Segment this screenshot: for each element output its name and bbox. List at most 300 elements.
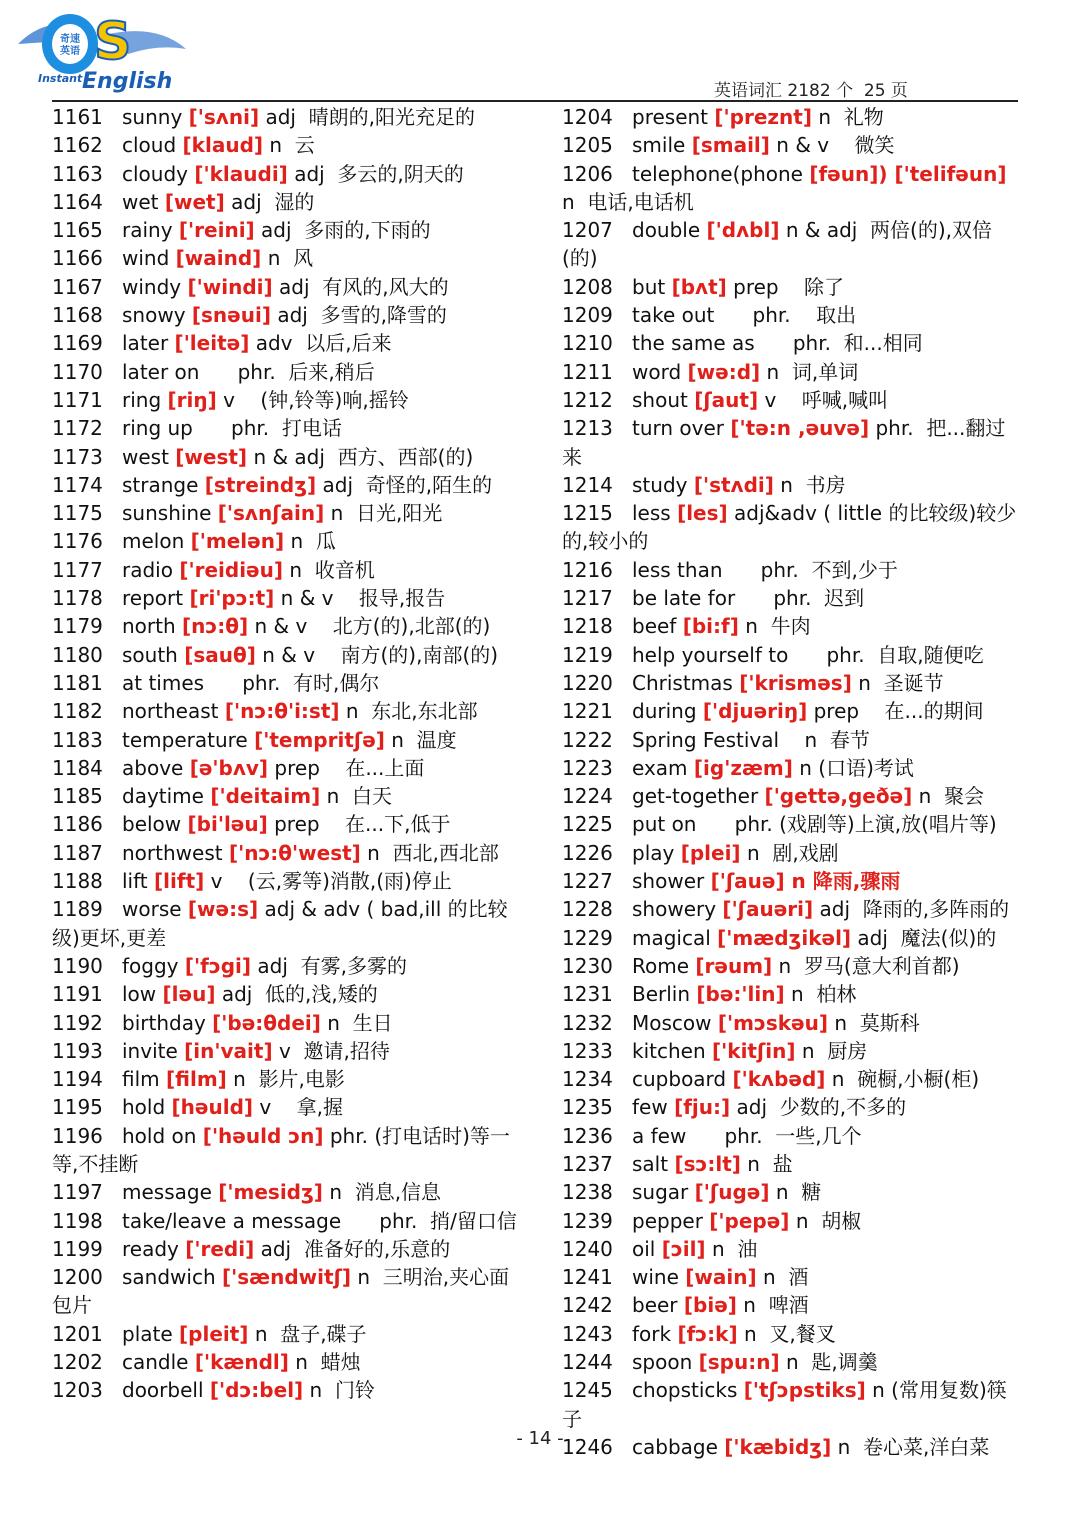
entry-phonetic: ['ʃugə] [694,1180,770,1205]
entry-word: Rome [632,953,696,978]
vocab-entry [52,754,522,782]
entry-word: study [632,472,694,497]
entry-phonetic: ['reidiəu] [179,557,283,582]
entry-definition: n & adj 西方、西部(的) [253,444,474,469]
entry-number: 1176 [52,529,103,554]
entry-definition: n 春节 [785,727,870,752]
entry-word: below [122,812,188,837]
vocab-entry [52,188,522,216]
entry-word: Berlin [632,982,697,1007]
vocab-entry [52,1320,522,1348]
entry-definition: adj 湿的 [231,189,315,214]
vocab-entry [52,952,522,980]
vocab-entry [562,612,1018,640]
entry-number: 1193 [52,1038,103,1063]
vocab-entry [52,329,522,357]
entry-number: 1184 [52,755,103,780]
entry-phonetic: ['redi] [185,1236,255,1261]
vocab-entry [562,1320,1018,1348]
entry-definition: phr. 迟到 [741,586,865,611]
entry-phonetic: ['melən] [190,529,285,554]
entry-number: 1168 [52,303,103,328]
entry-phonetic: ['fɔgi] [184,953,252,978]
entry-number: 1228 [562,897,613,922]
vocab-entry [52,499,522,527]
entry-definition: adj 低的,浅,矮的 [221,982,378,1007]
entry-phonetic: [nɔ:θ] [182,614,249,639]
entry-number: 1217 [562,586,613,611]
entry-phonetic: [sauθ] [184,642,256,667]
entry-definition: n 东北,东北部 [345,699,478,724]
entry-number: 1214 [562,472,613,497]
vocab-entry [52,1065,522,1093]
vocab-entry [52,839,522,867]
entry-definition: v 邀请,招待 [278,1038,390,1063]
entry-word: northwest [122,840,229,865]
entry-number: 1183 [52,727,103,752]
entry-phonetic: ['mesidʒ] [218,1180,323,1205]
entry-word: sandwich [122,1265,222,1290]
entry-word: turn over [632,416,731,441]
entry-definition: n 盐 [747,1151,793,1176]
vocab-entry [52,160,522,188]
vocab-entry [562,641,1018,669]
entry-number: 1171 [52,387,103,412]
entry-number: 1226 [562,840,613,865]
entry-definition: n 糖 [775,1180,822,1205]
entry-phonetic: [ig'zæm] [693,755,793,780]
entry-number: 1235 [562,1095,613,1120]
vocab-entry [52,726,522,754]
entry-number: 1240 [562,1236,613,1261]
vocab-entry [562,1376,1018,1433]
entry-number: 1178 [52,586,103,611]
entry-number: 1236 [562,1123,613,1148]
entry-number: 1219 [562,642,613,667]
entry-number: 1189 [52,897,103,922]
vocab-entry [562,754,1018,782]
entry-number: 1177 [52,557,103,582]
vocab-entry [52,386,522,414]
entry-word: candle [122,1350,195,1375]
entry-word: at times [122,670,211,695]
entry-number: 1231 [562,982,613,1007]
entry-word: less than [632,557,729,582]
entry-number: 1246 [562,1434,613,1459]
entry-definition: phr. 把...翻过来 [562,416,1006,469]
entry-word: shower [632,869,711,894]
entry-number: 1210 [562,331,613,356]
vocab-entry [562,924,1018,952]
entry-word: shout [632,387,695,412]
entry-phonetic: [bi:f] [682,614,739,639]
entry-definition: phr. 有时,偶尔 [210,670,380,695]
entry-word: exam [632,755,694,780]
entry-word: daytime [122,784,211,809]
entry-number: 1196 [52,1123,103,1148]
vocab-entry [562,329,1018,357]
vocab-entry [562,895,1018,923]
vocab-entry [562,301,1018,329]
entry-definition: n 词,单词 [766,359,859,384]
vocab-entry [52,358,522,386]
entry-number: 1172 [52,416,103,441]
entry-word: hold on [122,1123,203,1148]
entry-phonetic: ['kʌbəd] [732,1067,826,1092]
entry-word: northeast [122,699,225,724]
entry-word: message [122,1180,219,1205]
entry-definition: n 圣诞节 [858,670,944,695]
entry-definition: adj 降雨的,多阵雨的 [819,897,1010,922]
entry-number: 1244 [562,1350,613,1375]
vocab-entry [562,499,1018,556]
vocab-entry [52,697,522,725]
entry-definition: n 叉,餐叉 [743,1321,836,1346]
entry-word: wind [122,246,176,271]
vocab-entry [562,810,1018,838]
entry-number: 1208 [562,274,613,299]
entry-phonetic: [bʌt] [671,274,727,299]
vocab-entry [562,386,1018,414]
entry-number: 1174 [52,472,103,497]
entry-number: 1206 [562,161,613,186]
entry-phonetic: [lift] [154,869,205,894]
entry-definition: n & v 南方(的),南部(的) [262,642,499,667]
entry-definition: adj 准备好的,乐意的 [260,1236,451,1261]
entry-word: strange [122,472,205,497]
entry-number: 1204 [562,105,613,129]
entry-number: 1223 [562,755,613,780]
entry-definition: n 消息,信息 [329,1180,442,1205]
entry-definition: v 拿,握 [259,1095,344,1120]
entry-word: melon [122,529,191,554]
entry-definition: prep 在...的期间 [813,699,984,724]
vocab-entry [52,1009,522,1037]
entry-definition: prep 在...下,低于 [274,812,451,837]
entry-definition: n 云 [269,133,315,158]
entry-word: take/leave a message [122,1208,348,1233]
vocab-entry [562,1235,1018,1263]
vocab-entry [562,867,1018,895]
entry-word: above [122,755,190,780]
vocab-entry [562,1122,1018,1150]
vocab-entry [562,726,1018,754]
entry-number: 1197 [52,1180,103,1205]
entry-phonetic: [ɔil] [661,1236,706,1261]
vocab-entry [562,216,1018,273]
entry-word: low [122,982,163,1007]
entry-number: 1169 [52,331,103,356]
entry-phonetic: ['tə:n ,əuvə] [730,416,870,441]
entry-number: 1185 [52,784,103,809]
entry-word: snowy [122,303,192,328]
entry-number: 1220 [562,670,613,695]
entry-number: 1230 [562,953,613,978]
entry-phonetic: [ə'bʌv] [189,755,269,780]
entry-definition: n (口语)考试 [799,755,914,780]
entry-definition: n 盘子,碟子 [254,1321,367,1346]
entry-word: oil [632,1236,662,1261]
vocab-entry [52,782,522,810]
vocab-entry [52,414,522,442]
entry-number: 1200 [52,1265,103,1290]
entry-word: plate [122,1321,180,1346]
entry-definition: n 牛肉 [745,614,811,639]
entry-number: 1192 [52,1010,103,1035]
vocab-entry [52,244,522,272]
entry-phonetic: [smail] [691,133,770,158]
entry-word: later [122,331,175,356]
entry-word: during [632,699,703,724]
entry-phonetic: [streindʒ] [204,472,317,497]
entry-phonetic: [film] [166,1067,227,1092]
svg-text:S: S [94,12,132,72]
entry-word: sunshine [122,501,218,526]
entry-word: windy [122,274,188,299]
vocab-entry [562,471,1018,499]
vocab-entry [52,103,522,131]
entry-word: foggy [122,953,185,978]
entry-word: a few [632,1123,693,1148]
entry-word: be late for [632,586,742,611]
entry-number: 1233 [562,1038,613,1063]
entry-word: film [122,1067,166,1092]
entry-phonetic: ['tʃɔpstiks] [743,1378,866,1403]
entry-definition: n (常用复数)筷子 [562,1378,1007,1431]
entry-definition: n 影片,电影 [233,1067,345,1092]
entry-word: put on [632,812,703,837]
vocab-column-left [52,103,522,1405]
entry-number: 1199 [52,1236,103,1261]
entry-definition: n & v 北方(的),北部(的) [254,614,491,639]
entry-number: 1211 [562,359,613,384]
entry-word: cloud [122,133,183,158]
vocab-entry [562,584,1018,612]
vocab-entry [52,612,522,640]
entry-phonetic: [snəui] [191,303,271,328]
vocab-entry [562,669,1018,697]
vocab-entry [562,414,1018,471]
entry-definition: v (云,雾等)消散,(雨)停止 [210,869,452,894]
entry-phonetic: ['ʃauə] n 降雨,骤雨 [710,869,901,894]
vocab-entry [52,1376,522,1404]
entry-definition: phr. 一些,几个 [692,1123,862,1148]
entry-phonetic: ['klaudi] [194,161,288,186]
entry-definition: n 剧,戏剧 [746,840,839,865]
entry-phonetic: [west] [175,444,248,469]
entry-definition: n 日光,阳光 [330,501,443,526]
entry-number: 1232 [562,1010,613,1035]
entry-definition: n 电话,电话机 [562,189,694,214]
entry-number: 1179 [52,614,103,639]
entry-word: later on [122,359,206,384]
entry-number: 1164 [52,189,103,214]
entry-number: 1180 [52,642,103,667]
entry-phonetic: [wə:d] [687,359,761,384]
vocab-entry [52,1263,522,1320]
entry-number: 1166 [52,246,103,271]
entry-number: 1198 [52,1208,103,1233]
entry-phonetic: ['nɔ:θ'i:st] [224,699,340,724]
vocab-entry [562,980,1018,1008]
entry-word: Christmas [632,670,740,695]
entry-word: report [122,586,190,611]
vocab-column-right [562,103,1018,1461]
entry-definition: phr. 取出 [720,303,857,328]
entry-definition: n 匙,调羹 [785,1350,878,1375]
entry-phonetic: ['kæbidʒ] [724,1434,832,1459]
vocab-entry [52,895,522,952]
entry-phonetic: [biə] [683,1293,737,1318]
entry-definition: adj 奇怪的,陌生的 [322,472,493,497]
entry-phonetic: ['deitaim] [210,784,321,809]
entry-definition: phr. (戏剧等)上演,放(唱片等) [702,812,997,837]
entry-phonetic: [bi'ləu] [187,812,268,837]
entry-definition: n & v 报导,报告 [280,586,446,611]
entry-number: 1207 [562,218,613,243]
entry-definition: phr. 后来,稍后 [205,359,375,384]
vocab-entry [562,1065,1018,1093]
entry-word: invite [122,1038,185,1063]
entry-definition: phr. 不到,少于 [728,557,898,582]
entry-word: take out [632,303,721,328]
vocab-entry [562,697,1018,725]
entry-word: radio [122,557,180,582]
vocab-entry [52,471,522,499]
entry-phonetic: ['həuld ɔn] [202,1123,324,1148]
entry-definition: adv 以后,后来 [255,331,392,356]
entry-word: ready [122,1236,186,1261]
vocab-entry [562,1150,1018,1178]
vocab-entry [562,1263,1018,1291]
entry-phonetic: [waind] [175,246,262,271]
entry-number: 1195 [52,1095,103,1120]
entry-phonetic: [plei] [680,840,741,865]
entry-definition: n 胡椒 [795,1208,862,1233]
vocab-entry [562,1207,1018,1235]
entry-phonetic: ['nɔ:θ'west] [228,840,361,865]
entry-phonetic: ['mædʒikəl] [717,925,852,950]
vocab-entry [562,1093,1018,1121]
vocab-entry [52,1037,522,1065]
entry-definition: n 西北,西北部 [367,840,499,865]
entry-number: 1163 [52,161,103,186]
entry-number: 1216 [562,557,613,582]
entry-phonetic: [fju:] [674,1095,731,1120]
entry-definition: n & v 微笑 [776,133,895,158]
entry-word: play [632,840,681,865]
entry-word: rainy [122,218,179,243]
entry-word: get-together [632,784,765,809]
vocab-entry [52,1207,522,1235]
entry-word: doorbell [122,1378,210,1403]
entry-word: smile [632,133,692,158]
entry-number: 1175 [52,501,103,526]
entry-phonetic: ['ʃauəri] [722,897,814,922]
entry-word: cupboard [632,1067,733,1092]
entry-definition: adj&adv ( little 的比较级)较少的,较小的 [562,501,1017,554]
entry-number: 1190 [52,953,103,978]
entry-word: but [632,274,672,299]
entry-word: beef [632,614,683,639]
entry-number: 1188 [52,869,103,894]
vocab-entry [52,301,522,329]
entry-phonetic: [wain] [685,1265,757,1290]
entry-number: 1173 [52,444,103,469]
entry-word: sunny [122,105,189,129]
entry-word: wet [122,189,165,214]
entry-definition: adj 晴朗的,阳光充足的 [265,105,476,129]
entry-phonetic: ['kitʃin] [712,1038,796,1063]
entry-word: magical [632,925,718,950]
entry-phonetic: [wet] [164,189,225,214]
entry-definition: n 三明治,夹心面包片 [52,1265,510,1318]
entry-phonetic: ['sʌnʃain] [217,501,325,526]
entry-phonetic: [bə:'lin] [696,982,785,1007]
entry-word: pepper [632,1208,710,1233]
entry-phonetic: [in'vait] [184,1038,273,1063]
entry-number: 1234 [562,1067,613,1092]
vocab-entry [52,810,522,838]
entry-word: fork [632,1321,678,1346]
entry-phonetic: [ʃaut] [694,387,759,412]
entry-phonetic: [rəum] [695,953,773,978]
vocab-entry [52,1235,522,1263]
vocab-entry [52,131,522,159]
entry-definition: n 油 [711,1236,758,1261]
vocab-entry [562,782,1018,810]
entry-definition: phr. 和...相同 [761,331,923,356]
header-title: 英语词汇 2182 个 25 页 [714,81,908,101]
entry-definition: n 礼物 [818,105,884,129]
entry-definition: adj 有风的,风大的 [279,274,449,299]
entry-phonetic: ['gettə,geðə] [764,784,913,809]
entry-phonetic: ['dʌbl] [706,218,780,243]
entry-word: worse [122,897,188,922]
entry-definition: phr. 捎/留口信 [347,1208,517,1233]
entry-number: 1212 [562,387,613,412]
svg-text:英语: 英语 [60,46,80,57]
entry-number: 1222 [562,727,613,752]
svg-text:奇速: 奇速 [60,34,80,45]
vocab-entry [562,556,1018,584]
entry-definition: n 书房 [780,472,846,497]
vocab-entry [562,1348,1018,1376]
entry-phonetic: [sɔ:lt] [674,1151,741,1176]
entry-number: 1162 [52,133,103,158]
entry-word: double [632,218,707,243]
entry-number: 1243 [562,1321,613,1346]
entry-phonetic: [ləu] [162,982,216,1007]
vocab-entry [52,273,522,301]
entry-phonetic: ['reini] [178,218,255,243]
entry-word: north [122,614,183,639]
entry-phonetic: ['leitə] [174,331,250,356]
entry-word: hold [122,1095,172,1120]
entry-number: 1209 [562,303,613,328]
entry-number: 1181 [52,670,103,695]
entry-definition: phr. (打电话时)等一等,不挂断 [52,1123,510,1176]
entry-number: 1241 [562,1265,613,1290]
instant-english-logo [8,4,188,94]
entry-word: word [632,359,688,384]
entry-number: 1225 [562,812,613,837]
vocab-entry [52,216,522,244]
entry-number: 1224 [562,784,613,809]
entry-definition: n 酒 [762,1265,809,1290]
entry-definition: n 风 [267,246,314,271]
entry-definition: n 罗马(意大利首都) [778,953,960,978]
